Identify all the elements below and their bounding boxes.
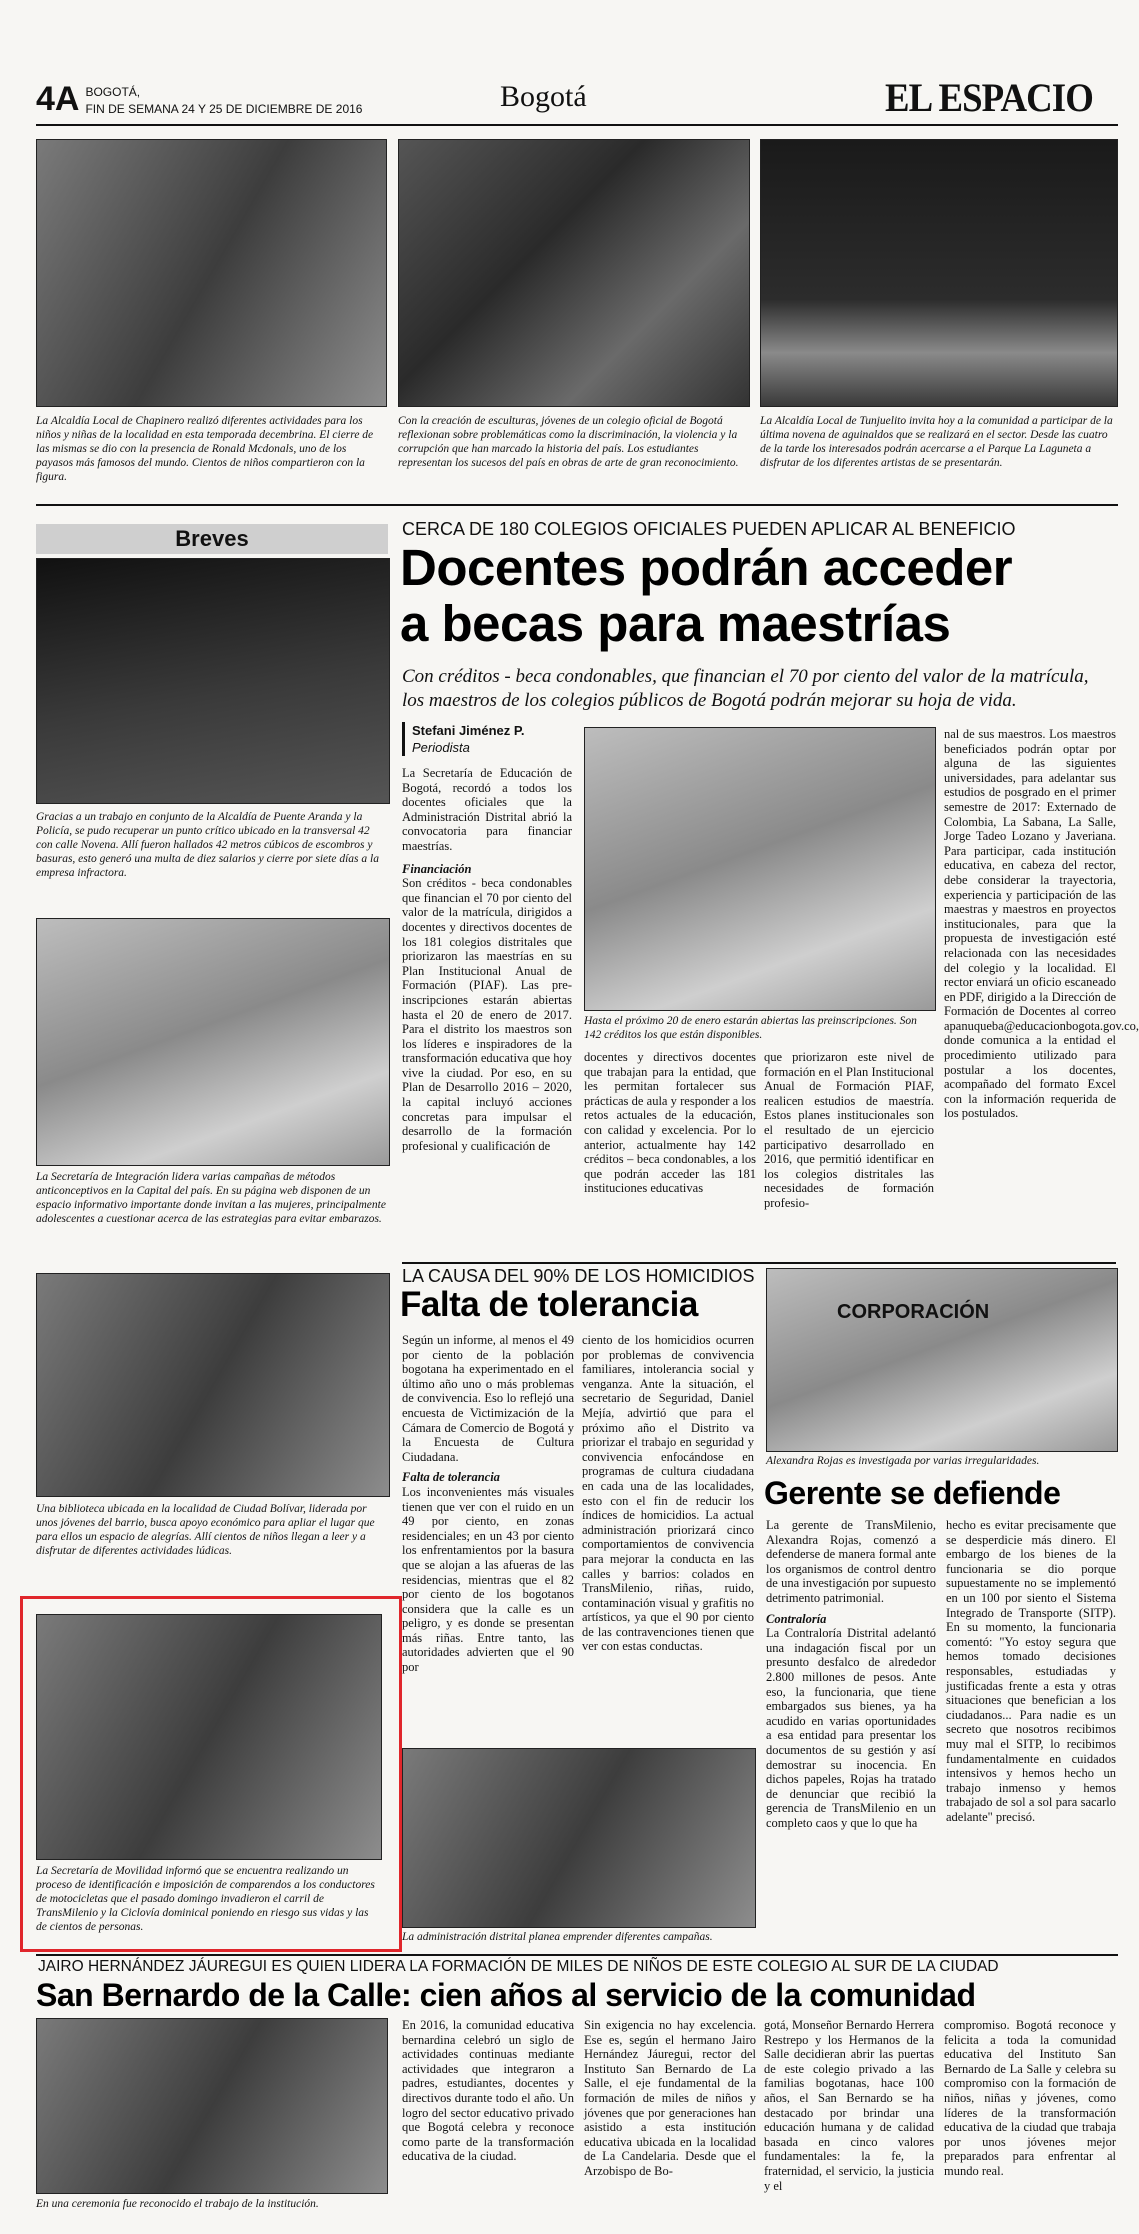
header-rule [36, 124, 1118, 126]
gerente-photo-caption: Alexandra Rojas es investigada por varias irregularidades. [766, 1455, 1040, 1467]
divider-top [36, 504, 1118, 506]
sanbernardo-col-1: En 2016, la comunidad educativa bernardina celebró un siglo de actividades continuas mediante actividades que integraron a padres, estudiantes, docentes y directivos durante todo el año. Un logro del sector educativo privado que Bogotá celebra y reconoce como parte de la transformación educativa de la ciudad. [402, 2018, 574, 2164]
masthead: EL ESPACIO [885, 75, 1093, 120]
breves-photo-2 [36, 918, 390, 1166]
dateline-city: BOGOTÁ, [85, 85, 141, 99]
section-title: Bogotá [500, 80, 587, 113]
breves-photo-4 [36, 1614, 382, 1860]
becas-subhead: Financiación [402, 861, 472, 876]
becas-kicker: CERCA DE 180 COLEGIOS OFICIALES PUEDEN APLICAR AL BENEFICIO [402, 519, 1016, 539]
tolerancia-subhead: Falta de tolerancia [402, 1470, 500, 1485]
becas-col-1 [402, 766, 572, 1266]
tolerancia-col-1 [402, 1333, 574, 1749]
sanbernardo-col-2: Sin exigencia no hay excelencia. Ese es, según el hermano Jairo Hernández Jáuregui, rector del Instituto San Bernardo de La Salle, el eje fundamental de la formación de miles de niños y jóvenes que por generaciones han asistido a esta institución educativa ubicada en la localidad de La Candelaria. Desde que el Arzobispo de Bo- [584, 2018, 756, 2178]
becas-col-2: docentes y directivos docentes que trabajan para la entidad, que les permitan fortalecer sus prácticas de aula y responder a los retos actuales de la educación, con calidad y excelencia. Por lo anterior, actualmente hay 142 créditos – beca condonables, a los que podrán acceder las 181 instituciones educativas [584, 1050, 756, 1196]
gerente-subhead: Contraloría [766, 1611, 827, 1626]
tolerancia-headline: Falta de tolerancia [400, 1285, 698, 1324]
gerente-intro: La gerente de TransMilenio, Alexandra Rojas, comenzó a defenderse de manera formal ante los organismos de control dentro de una investigación por supuesto detrimento patrimonial. [766, 1518, 936, 1605]
becas-byline [412, 722, 572, 756]
becas-headline-2: a becas para maestrías [400, 595, 951, 652]
gerente-col-1 [766, 1518, 936, 1958]
divider-middle [402, 1262, 1116, 1264]
becas-intro: La Secretaría de Educación de Bogotá, recordó a todos los docentes oficiales que la Administración Distrital abrió la convocatoria para financiar maestrías. [402, 766, 572, 853]
gerente-sign-text: CORPORACIÓN [837, 1301, 990, 1323]
gerente-col1-body: La Contraloría Distrital adelantó una indagación fiscal por un presunto desfalco de alrededor 2.800 millones de pesos. Ante eso, la funcionaria, que tiene embargados sus bienes, ya ha acudido en varias oportunidades a esa entidad para presentar los documentos de su gestión y así demostrar su inocencia. En dichos papeles, Rojas ha tratado de denunciar que recibió la gerencia de TransMilenio en un completo caos y que lo que ha [766, 1626, 936, 1830]
top-caption-3: La Alcaldía Local de Tunjuelito invita hoy a la comunidad a participar de la última novena de aguinaldos que se realizará en el sector. Desde las cuatro de la tarde los interesados podrán acercarse a el Parque La Laguneta a disfrutar de los diferentes artistas de se presentarán. [760, 415, 1113, 469]
tolerancia-col1-body: Los inconvenientes más visuales tienen que ver con el ruido en un 49 por ciento, en zonas residenciales; en un 43 por ciento los enfrentamientos por la basura que se alojan a las afueras de las residencias, mientras que el 82 por ciento de los bogotanos considera que la calle es un peligro, y es donde se presentan más riñas. Entre tanto, las autoridades advierten que el 90 por [402, 1484, 574, 1675]
becas-col-3: que priorizaron este nivel de formación en el Plan Institucional Anual de Formación PIAF, realicen estudios de maestría. Estos planes institucionales son el resultado de un ejercicio participativo desarrollado en 2016, que permitió identificar en los colegios distritales las necesidades de formación profesio- [764, 1050, 934, 1210]
breves-caption-4: La Secretaría de Movilidad informó que se encuentra realizando un proceso de identificación e imposición de comparendos a los conductores de motocicletas que el pasado domingo invadieron el carril de TransMilenio y la Ciclovía dominical poniendo en riesgo sus vidas y las de cientos de personas. [36, 1865, 375, 1933]
page-header [36, 82, 362, 116]
byline-bar [402, 722, 405, 756]
gerente-col-2: hecho es evitar precisamente que se desperdicie más dinero. El embargo de los bienes de la funcionaria se dio porque supuestamente no se implementó en un 100 por siento el Sistema Integrado de Transporte (SITP). En su momento, la funcionaria comentó: "Yo estoy segura que hemos tomado decisiones responsables, estudiadas y justificadas frente a esta y otras situaciones que benefician a los ciudadanos... Para nadie es un secreto que nosotros recibimos muy mal el SITP, lo recibimos fundamentalmente en cuidados intensivos y hemos hecho un trabajo inmenso y hemos trabajado de sol a sol para sacarlo adelante" precisó. [946, 1518, 1116, 1824]
sanbernardo-headline: San Bernardo de la Calle: cien años al servicio de la comunidad [36, 1977, 976, 2013]
sanbernardo-photo-caption: En una ceremonia fue reconocido el trabajo de la institución. [36, 2198, 319, 2210]
becas-col1-body: Son créditos - beca condonables que financian el 70 por ciento del valor de la matrícula, dirigidos a docentes y directivos docentes de los 181 colegios distritales que priorizaron las maestrías en su Plan Institucional Anual de Formación (PIAF). Las pre-inscripciones estarán abiertas hasta el 20 de enero de 2017. Para el distrito los maestros son los líderes e inspiradores de la transformación educativa que hoy vive la ciudad. Por eso, en su Plan de Desarrollo 2016 – 2020, la capital incluyó acciones concretas para impulsar el desarrollo de la formación profesional y cualificación de [402, 876, 572, 1153]
sanbernardo-kicker: JAIRO HERNÁNDEZ JÁUREGUI ES QUIEN LIDERA LA FORMACIÓN DE MILES DE NIÑOS DE ESTE COLEGIO AL SUR DE LA CIUDAD [38, 1958, 999, 1975]
gerente-photo [766, 1268, 1118, 1452]
becas-headline-1: Docentes podrán acceder [400, 539, 1013, 596]
top-caption-1: La Alcaldía Local de Chapinero realizó diferentes actividades para los niños y niñas de la localidad en esta temporada decembrina. El cierre de las mismas se dio con la presencia de Ronald Mcdonals, uno de los payasos más famosos del mundo. Cientos de niños compartieron con la figura. [36, 415, 374, 483]
divider-bottom [36, 1954, 1118, 1956]
becas-photo [584, 727, 936, 1011]
becas-deck: Con créditos - beca condonables, que financian el 70 por ciento del valor de la matrícula, los maestros de los colegios públicos de Bogotá podrán mejorar su hoja de vida. [402, 666, 1089, 711]
breves-photo-3 [36, 1273, 390, 1497]
top-caption-2: Con la creación de esculturas, jóvenes de un colegio oficial de Bogotá reflexionan sobre problemáticas como la discriminación, la violencia y la corrupción que han marcado la historia del país. Los estudiantes representan los sucesos del país en obras de arte de gran reconocimiento. [398, 415, 739, 469]
tolerancia-kicker: LA CAUSA DEL 90% DE LOS HOMICIDIOS [402, 1266, 755, 1286]
tolerancia-intro: Según un informe, al menos el 49 por ciento de la población bogotana ha experimentado en el último año uno o más problemas de convivencia. Eso lo reflejó una encuesta de Victimización de la Cámara de Comercio de Bogotá y la Encuesta de Cultura Ciudadana. [402, 1333, 574, 1464]
tolerancia-photo [402, 1748, 756, 1928]
dateline-date: FIN DE SEMANA 24 Y 25 DE DICIEMBRE DE 2016 [85, 102, 363, 116]
top-photo-3 [760, 139, 1118, 407]
page-number: 4A [36, 80, 80, 118]
breves-caption-3: Una biblioteca ubicada en la localidad de Ciudad Bolívar, liderada por unos jóvenes del barrio, busca apoyo económico para apliar el lugar que para ellos un espacio de alegrías. Allí cientos de niños llegan a leer y a disfrutar de diferentes actividades lúdicas. [36, 1503, 375, 1557]
breves-caption-2: La Secretaría de Integración lidera varias campañas de métodos anticonceptivos en la Capital del país. En su página web disponen de un espacio informativo importante donde invitan a las mujeres, principalmente adolescentes a cuestionar acerca de las estrategias para evitar embarazos. [36, 1171, 386, 1225]
breves-photo-1 [36, 558, 390, 804]
becas-role: Periodista [412, 740, 470, 755]
breves-title: Breves [36, 524, 388, 554]
top-photo-2 [398, 139, 750, 407]
gerente-headline: Gerente se defiende [764, 1475, 1061, 1511]
tolerancia-col-2: ciento de los homicidios ocurren por problemas de convivencia familiares, intolerancia social y venganza. Ante la situación, el secretario de Seguridad, Daniel Mejía, advirtió que para el próximo año el Distrito va priorizar el trabajo en seguridad y convivencia enfocándose en programas de cultura ciudadana en cada una de las localidades, esto con el fin de reducir los índices de homicidios. La actual administración priorizará cinco comportamientos de convivencia para mejorar la conducta en las calles y barrios: colados en TransMilenio, riñas, ruido, contaminación visual y grafitis no artísticos, ya que el 90 por ciento de las contravenciones tienen que ver con estas conductas. [582, 1333, 754, 1654]
becas-photo-caption: Hasta el próximo 20 de enero estarán abiertas las preinscripciones. Son 142 créditos los que están disponibles. [584, 1015, 917, 1041]
becas-author: Stefani Jiménez P. [412, 723, 525, 738]
top-photo-1 [36, 139, 387, 407]
tolerancia-photo-caption: La administración distrital planea emprender diferentes campañas. [402, 1931, 713, 1943]
becas-col-4: nal de sus maestros. Los maestros beneficiados podrán optar por alguna de las siguientes universidades, para adelantar sus estudios de posgrado en el primer semestre de 2017: Externado de Colombia, La Sabana, La Salle, Jorge Tadeo Lozano y Javeriana. Para participar, cada institución educativa, en cabeza del rector, debe considerar la trayectoria, experiencia y participación de las maestras y maestros en proyectos institucionales, para que la propuesta de investigación esté relacionada con las necesidades del colegio y la localidad. El rector enviará un oficio escaneado en PDF, dirigido a la Dirección de Formación de Docentes al correo apanuqueba@educacionbogota.gov.co, donde comunica a la entidad el procedimiento utilizado para postular a los docentes, acompañado del formato Excel con la información requerida de los postulados. [944, 727, 1139, 1121]
sanbernardo-photo [36, 2018, 388, 2194]
sanbernardo-col-4: compromiso. Bogotá reconoce y felicita a toda la comunidad educativa del Instituto San Bernardo de La Salle y celebra su compromiso con la formación de niños, niñas y jóvenes, como líderes de la transformación educativa de la ciudad que trabaja por unos jóvenes mejor preparados para enfrentar al mundo real. [944, 2018, 1116, 2178]
breves-caption-1: Gracias a un trabajo en conjunto de la Alcaldía de Puente Aranda y la Policía, se pudo recuperar un punto crítico ubicado en la transversal 42 con calle Novena. Allí fueron hallados 42 metros cúbicos de escombros y basuras, esto generó una multa de diez salarios y cierre por siete días a la empresa infractora. [36, 811, 379, 879]
sanbernardo-col-3: gotá, Monseñor Bernardo Herrera Restrepo y los Hermanos de la Salle decidieran abrir las puertas de este colegio privado a las familias bogotanas, hace 100 años, el San Bernardo se ha destacado por brindar una educación humana y de calidad basada en cinco valores fundamentales: la fe, la fraternidad, el servicio, la justicia y el [764, 2018, 934, 2193]
